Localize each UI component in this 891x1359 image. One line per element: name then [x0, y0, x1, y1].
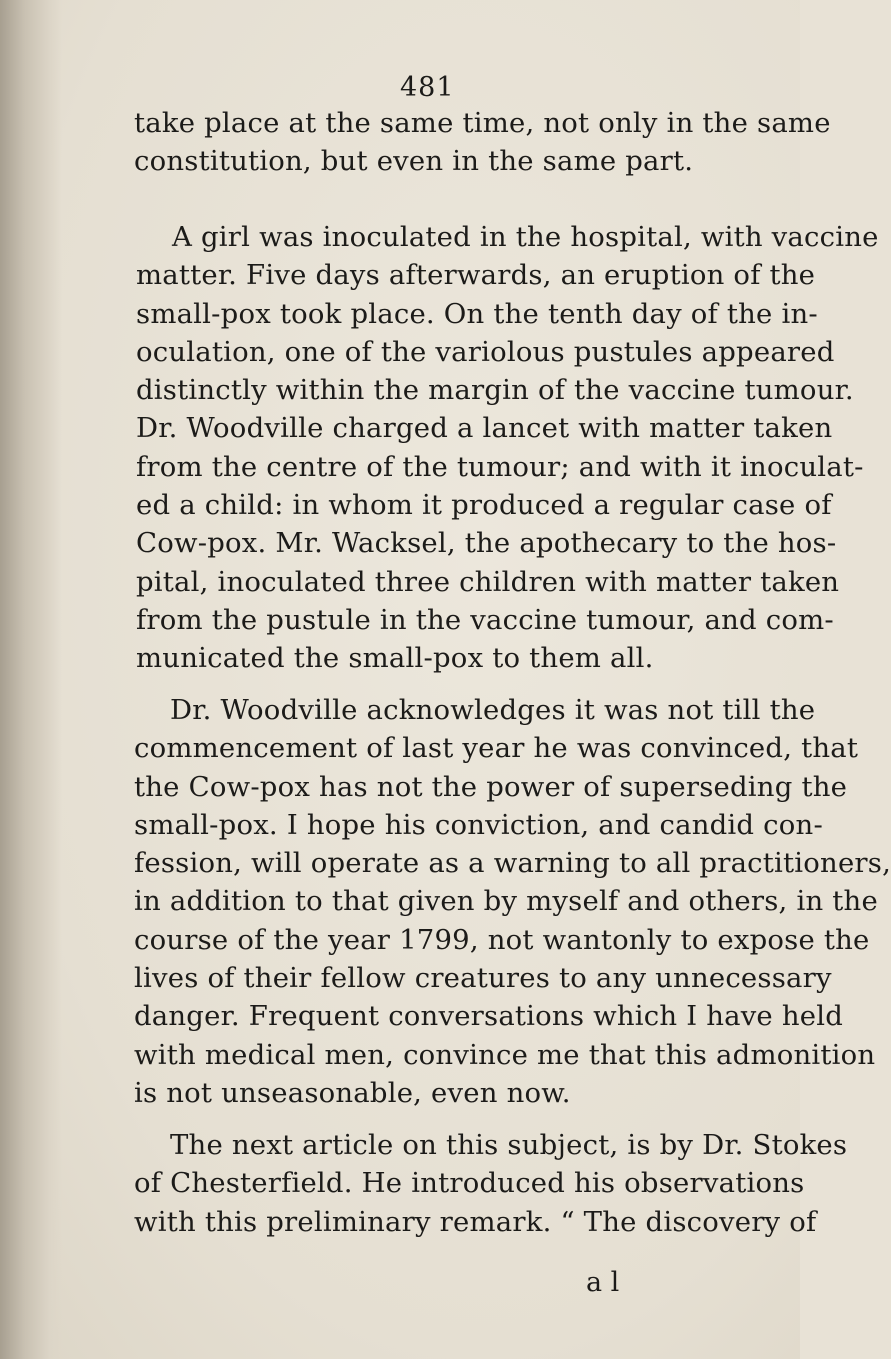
paragraph-1 [134, 104, 831, 181]
text-line: lives of their fellow creatures to any unnecessary [134, 962, 832, 995]
text-line: danger. Frequent conversations which I have held [134, 1000, 844, 1033]
text-line: distinctly within the margin of the vaccine tumour. [136, 374, 854, 407]
text-line: in addition to that given by myself and others, in the [134, 885, 878, 918]
paragraph-2 [136, 218, 879, 678]
text-line: with medical men, convince me that this admonition [134, 1038, 876, 1071]
text-line: constitution, but even in the same part. [134, 145, 694, 178]
text-line: of Chesterfield. He introduced his observations [134, 1167, 805, 1200]
text-line: Dr. Woodville acknowledges it was not till the [170, 694, 816, 726]
page-number: 481 [400, 72, 455, 103]
text-line: is not unseasonable, even now. [134, 1076, 571, 1109]
text-line: from the centre of the tumour; and with it inoculat- [136, 450, 864, 483]
page-edge-shadow [0, 0, 62, 1359]
text-line: the Cow-pox has not the power of superseding the [134, 770, 848, 803]
paragraph-3 [134, 691, 891, 1112]
text-line: small-pox. I hope his conviction, and candid con- [134, 808, 823, 841]
text-line: Cow-pox. Mr. Wacksel, the apothecary to the hos- [136, 527, 837, 560]
text-line: matter. Five days afterwards, an eruption of the [136, 259, 816, 292]
catchword: a l [586, 1267, 620, 1298]
text-line: course of the year 1799, not wantonly to expose the [134, 923, 870, 956]
text-line: from the pustule in the vaccine tumour, and com- [136, 603, 834, 636]
text-line: commencement of last year he was convinced, that [134, 732, 859, 765]
text-line: with this preliminary remark. “ The discovery of [134, 1205, 817, 1238]
text-line: The next article on this subject, is by Dr. Stokes [170, 1129, 848, 1161]
text-line: Dr. Woodville charged a lancet with matter taken [136, 412, 833, 445]
text-line: ed a child: in whom it produced a regular case of [136, 489, 832, 522]
text-line: municated the small-pox to them all. [136, 642, 654, 675]
text-line: small-pox took place. On the tenth day of the in- [136, 297, 818, 330]
text-line: oculation, one of the variolous pustules appeared [136, 335, 835, 368]
text-line: fession, will operate as a warning to all practitioners, [134, 847, 891, 880]
text-line: take place at the same time, not only in the same [134, 107, 831, 139]
text-line: A girl was inoculated in the hospital, with vaccine [172, 221, 879, 253]
text-line: pital, inoculated three children with matter taken [136, 565, 840, 598]
paragraph-4 [134, 1126, 848, 1241]
